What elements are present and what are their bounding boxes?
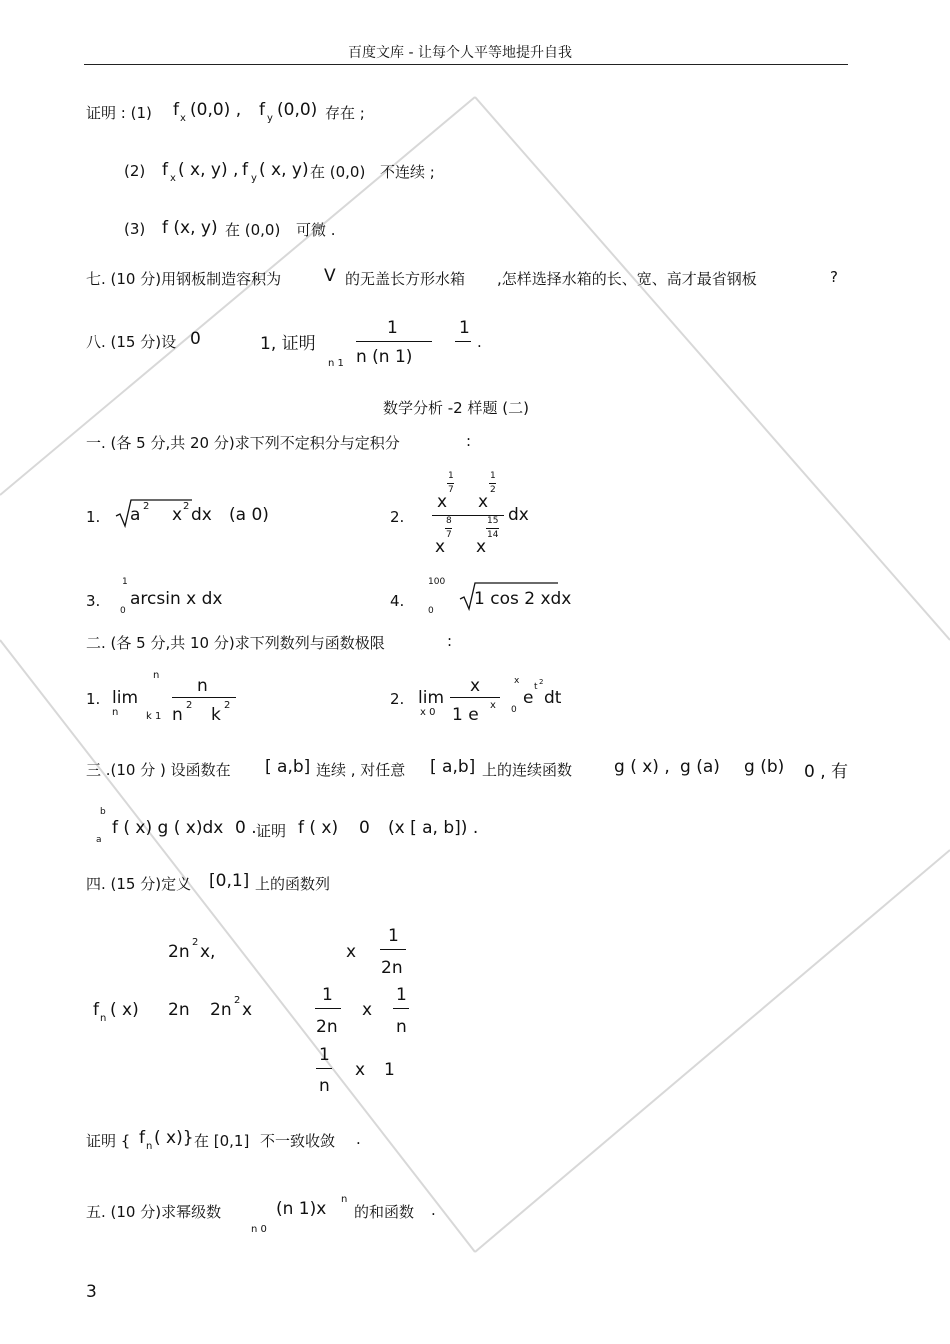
s4-c1d: 2n xyxy=(381,958,403,978)
q8-num: 1 xyxy=(387,318,398,338)
s4-c1n: 1 xyxy=(388,926,399,946)
s2-colon: : xyxy=(447,632,453,650)
s4-c3x: x xyxy=(355,1060,366,1080)
s2-p2-den: 1 e xyxy=(452,705,479,725)
s2-p1-de: 2 xyxy=(186,700,193,711)
s4-c1bar xyxy=(380,949,406,950)
s4-proof: 证明 { xyxy=(86,1132,131,1150)
proof-l1-gsub: y xyxy=(267,113,273,124)
s2-p1-de2: 2 xyxy=(224,700,231,711)
s4-c2rn: 1 xyxy=(396,985,407,1005)
s1-p4-lower: 0 xyxy=(428,606,434,616)
proof-l1-args: (0,0) , xyxy=(190,100,242,120)
s4-c3ln: 1 xyxy=(319,1045,330,1065)
s3-heading: 三 .(10 分 ) 设函数在 xyxy=(86,761,231,779)
s3-ab1: [ a,b] xyxy=(265,757,311,777)
s1-p2-x2: x xyxy=(478,492,489,512)
proof-l3-text2: 可微 . xyxy=(296,221,336,239)
s5-dot: . xyxy=(431,1201,436,1219)
s4-c2a: 2n xyxy=(168,1000,190,1020)
s1-p2-e2d: 2 xyxy=(490,485,496,495)
s1-p2-d1d: 7 xyxy=(446,530,452,540)
s4-interval: [0,1] xyxy=(209,871,250,891)
s2-p2-numr: x xyxy=(470,676,481,696)
s4-c3one: 1 xyxy=(384,1060,395,1080)
s4-c2rd: n xyxy=(396,1017,407,1037)
s1-p3-num: 3. xyxy=(86,592,101,610)
proof-l2-f: f xyxy=(162,160,168,180)
s1-p2-dxx: dx xyxy=(508,505,529,525)
s2-p2-e: e xyxy=(523,688,534,708)
s1-p2-e2bar xyxy=(489,483,496,484)
proof-l1-fsub: x xyxy=(180,113,186,124)
s3-l2-cond: (x [ a, b]) . xyxy=(388,818,479,838)
s1-p2-dx: x xyxy=(435,537,446,557)
s1-p2-d1n: 8 xyxy=(446,516,452,526)
s2-p1-sumsub: k 1 xyxy=(146,711,162,722)
s1-p4-upper: 100 xyxy=(428,577,446,587)
s3-int-lower: a xyxy=(96,835,102,845)
s1-p2-e1bar xyxy=(447,483,454,484)
s3-g2: g (a) xyxy=(680,757,720,777)
q7-text1: 七. (10 分)用钢板制造容积为 xyxy=(86,270,282,288)
proof-l1-text: 存在 ; xyxy=(325,104,365,122)
proof-l3-label: (3) xyxy=(124,220,146,238)
s3-g4: 0 , 有 xyxy=(804,762,849,782)
s1-p2-d1bar xyxy=(445,528,452,529)
q7-v: V xyxy=(324,266,336,286)
s4-c2b: 2n xyxy=(210,1000,232,1020)
s4-c1e: 2 xyxy=(192,937,199,948)
s1-p2-e2n: 1 xyxy=(490,471,496,481)
s1-p1-x: x xyxy=(172,505,183,525)
s2-p2-limsub: x 0 xyxy=(420,707,436,718)
s1-p4-body: 1 cos 2 xdx xyxy=(474,589,572,609)
s1-p1-ae: 2 xyxy=(143,501,150,512)
s2-p2-lim: lim xyxy=(418,688,445,708)
q7-text2: 的无盖长方形水箱 xyxy=(345,270,466,288)
s2-p1-den: n xyxy=(172,705,183,725)
s1-colon: : xyxy=(466,432,472,450)
proof-l3-f: f (x, y) xyxy=(162,218,218,238)
s5-sub: n 0 xyxy=(251,1224,267,1235)
proof-l2-gsub: y xyxy=(251,173,257,184)
s5-t: 的和函数 xyxy=(354,1203,415,1221)
s4-c1x: x xyxy=(346,942,357,962)
s1-p2-e1n: 1 xyxy=(448,471,454,481)
s3-l2-body: f ( x) g ( x)dx xyxy=(112,818,224,838)
s4-c2rbar xyxy=(393,1008,409,1009)
s2-p1-limsub: n xyxy=(112,707,119,718)
s2-p1-numr: n xyxy=(197,676,208,696)
header-title: 百度文库 - 让每个人平等地提升自我 xyxy=(348,45,572,61)
q8-den: n (n 1) xyxy=(356,347,413,367)
s4-c2x: x xyxy=(362,1000,373,1020)
s3-ab2: [ a,b] xyxy=(430,757,476,777)
s2-p2-et: t xyxy=(534,682,538,692)
q8-rnum: 1 xyxy=(459,318,470,338)
s4-c3ld: n xyxy=(319,1076,330,1096)
s5-heading: 五. (10 分)求幂级数 xyxy=(86,1203,222,1221)
s5-body: (n 1)x xyxy=(276,1199,327,1219)
s1-p4-num: 4. xyxy=(390,592,405,610)
s2-p1-num: 1. xyxy=(86,690,101,708)
q8-rbar xyxy=(455,341,471,342)
s2-heading: 二. (各 5 分,共 10 分)求下列数列与函数极限 xyxy=(86,634,385,652)
s2-p1-bar xyxy=(172,697,236,698)
s4-t1: 上的函数列 xyxy=(255,875,331,893)
s2-p2-bar xyxy=(450,697,500,698)
proof-l2-fsub: x xyxy=(170,173,176,184)
s3-l2-zero: 0 . xyxy=(235,818,257,838)
s3-t2: 上的连续函数 xyxy=(482,761,573,779)
s2-p1-den2: k xyxy=(211,705,221,725)
s2-p2-upper: x xyxy=(514,676,520,686)
s2-p2-num: 2. xyxy=(390,690,405,708)
proof-l1-f: f xyxy=(173,100,179,120)
s3-l2-z2: 0 xyxy=(359,818,370,838)
s1-p2-num: 2. xyxy=(390,508,405,526)
s4-c3bar xyxy=(316,1068,332,1069)
s1-p3-body: arcsin x dx xyxy=(130,589,223,609)
s4-pfsub: n xyxy=(146,1141,153,1152)
s4-c2e: 2 xyxy=(234,995,241,1006)
s4-fn-sub: n xyxy=(100,1013,107,1024)
s1-p1-dx: dx xyxy=(191,505,212,525)
s4-c1: 2n xyxy=(168,942,190,962)
s2-p2-lower: 0 xyxy=(511,705,517,715)
s1-p3-upper: 1 xyxy=(122,577,128,587)
s1-p2-d2d: 14 xyxy=(487,530,499,540)
s1-heading: 一. (各 5 分,共 20 分)求下列不定积分与定积分 xyxy=(86,434,400,452)
q7-text3: ,怎样选择水箱的长、宽、高才最省钢板 xyxy=(497,270,757,288)
s1-p1-cond: (a 0) xyxy=(229,505,269,525)
s5-exp: n xyxy=(341,1194,348,1205)
s1-p1-num: 1. xyxy=(86,508,101,526)
q7-q: ? xyxy=(830,268,838,286)
s2-p2-dex: x xyxy=(490,700,496,711)
q8-zero: 0 xyxy=(190,329,201,349)
proof-l2-text2: 不连续 ; xyxy=(380,163,435,181)
q8-fraction-bar xyxy=(356,341,432,342)
s2-p1-sumsup: n xyxy=(153,670,160,681)
s4-pt: 在 [0,1] xyxy=(194,1132,250,1150)
proof-l2-text: 在 (0,0) xyxy=(310,163,366,181)
s4-pt2: 不一致收敛 xyxy=(260,1132,336,1150)
q8-text1: 八. (15 分)设 xyxy=(86,333,177,351)
proof-l3-text: 在 (0,0) xyxy=(225,221,281,239)
s4-pf: f xyxy=(139,1128,145,1148)
s3-g3: g (b) xyxy=(744,757,785,777)
s4-c1b: x, xyxy=(200,942,216,962)
s4-pfarg: ( x)} xyxy=(154,1128,194,1148)
s3-int-upper: b xyxy=(100,807,106,817)
s4-c2c: x xyxy=(242,1000,253,1020)
s2-p2-et2: 2 xyxy=(539,678,544,686)
s3-l2-fx: f ( x) xyxy=(298,818,339,838)
q8-sum-sub: n 1 xyxy=(328,358,344,369)
q8-dot: . xyxy=(477,333,482,351)
s3-t1: 连续 , 对任意 xyxy=(316,761,406,779)
s1-p3-lower: 0 xyxy=(120,606,126,616)
page-number: 3 xyxy=(86,1282,97,1302)
proof-l2-g: f xyxy=(242,160,248,180)
s1-p2-d2n: 15 xyxy=(487,516,499,526)
q8-one: 1, 证明 xyxy=(260,334,316,354)
s1-p2-e1d: 7 xyxy=(448,485,454,495)
s4-pt3: . xyxy=(356,1130,361,1148)
proof-l1-gargs: (0,0) xyxy=(277,100,318,120)
s4-c2ld: 2n xyxy=(316,1017,338,1037)
s1-p2-dx2: x xyxy=(476,537,487,557)
proof-l2-gargs: ( x, y) xyxy=(259,160,309,180)
s1-p1-a: a xyxy=(130,505,141,525)
s1-p1-xe: 2 xyxy=(183,501,190,512)
proof-l2-label: (2) xyxy=(124,162,146,180)
s4-heading: 四. (15 分)定义 xyxy=(86,875,192,893)
s4-fn-arg: ( x) xyxy=(110,1000,139,1020)
s3-l2-proof: 证明 xyxy=(256,822,287,840)
proof-label: 证明 : (1) xyxy=(86,104,152,122)
proof-l2-fargs: ( x, y) , xyxy=(178,160,239,180)
s2-p1-lim: lim xyxy=(112,688,139,708)
s2-p2-dt: dt xyxy=(544,688,562,708)
s1-p2-x: x xyxy=(437,492,448,512)
s1-p2-d2bar xyxy=(486,528,499,529)
s4-fn: f xyxy=(93,1000,99,1020)
header-rule xyxy=(84,64,848,65)
s3-g1: g ( x) , xyxy=(614,757,670,777)
proof-l1-g: f xyxy=(259,100,265,120)
s4-c2lbar xyxy=(315,1008,341,1009)
s4-c2ln: 1 xyxy=(322,985,333,1005)
section-title: 数学分析 -2 样题 (二) xyxy=(383,399,529,417)
